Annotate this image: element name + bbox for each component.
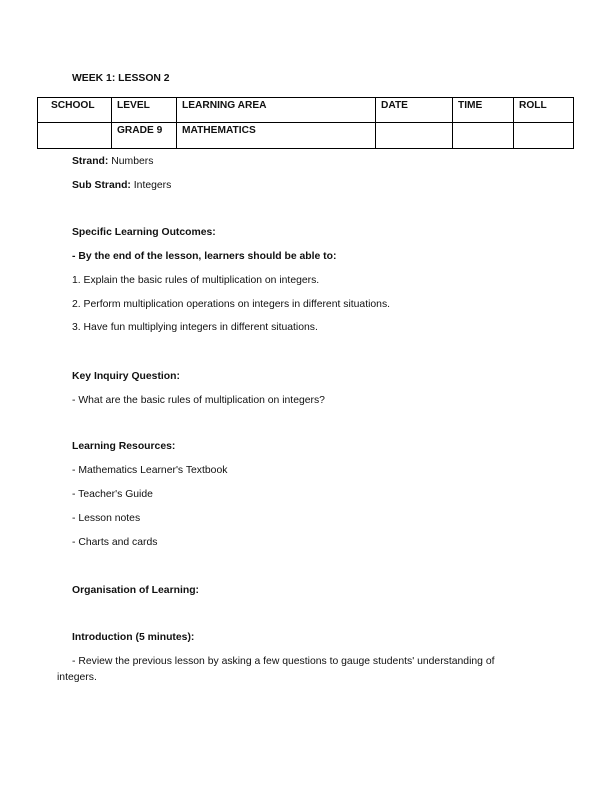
strand-label: Strand: (72, 156, 109, 167)
resources-heading: Learning Resources: (72, 441, 176, 452)
lesson-info-table (37, 97, 574, 149)
outcomes-intro: - By the end of the lesson, learners should be able to: (72, 251, 337, 262)
organisation-heading: Organisation of Learning: (72, 585, 200, 596)
header-roll: ROLL (514, 98, 574, 123)
cell-school (38, 123, 112, 149)
outcome-item: 1. Explain the basic rules of multiplication on integers. (72, 275, 320, 286)
header-learning-area: LEARNING AREA (177, 98, 376, 123)
lesson-title: WEEK 1: LESSON 2 (72, 73, 170, 84)
table-header-row (38, 98, 574, 123)
strand-line (72, 156, 153, 167)
header-level: LEVEL (112, 98, 177, 123)
header-date: DATE (376, 98, 453, 123)
strand-value: Numbers (111, 156, 154, 167)
inquiry-item: - What are the basic rules of multiplication on integers? (72, 395, 325, 406)
introduction-heading: Introduction (5 minutes): (72, 632, 195, 643)
cell-level: GRADE 9 (112, 123, 177, 149)
cell-time (453, 123, 514, 149)
outcome-item: 3. Have fun multiplying integers in different situations. (72, 322, 318, 333)
sub-strand-label: Sub Strand: (72, 180, 131, 191)
resource-item: - Charts and cards (72, 537, 158, 548)
cell-date (376, 123, 453, 149)
introduction-line: integers. (57, 672, 97, 683)
header-school: SCHOOL (38, 98, 112, 123)
cell-learning-area: MATHEMATICS (177, 123, 376, 149)
sub-strand-value: Integers (133, 180, 172, 191)
resource-item: - Lesson notes (72, 513, 141, 524)
table-row (38, 123, 574, 149)
resource-item: - Teacher's Guide (72, 489, 153, 500)
cell-roll (514, 123, 574, 149)
outcome-item: 2. Perform multiplication operations on integers in different situations. (72, 299, 391, 310)
resource-item: - Mathematics Learner's Textbook (72, 465, 228, 476)
header-time: TIME (453, 98, 514, 123)
inquiry-heading: Key Inquiry Question: (72, 371, 180, 382)
introduction-line: - Review the previous lesson by asking a few questions to gauge students' understanding of (72, 656, 495, 667)
sub-strand-line (72, 180, 171, 191)
outcomes-heading: Specific Learning Outcomes: (72, 227, 216, 238)
